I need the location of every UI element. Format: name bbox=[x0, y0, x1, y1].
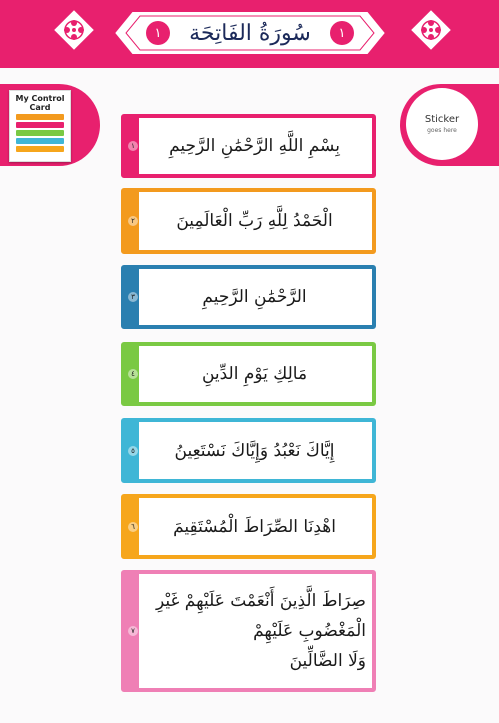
surah-number-left: ١ bbox=[146, 21, 170, 45]
verse-text: اهْدِنَا الصِّرَاطَ الْمُسْتَقِيمَ bbox=[173, 516, 336, 537]
sticker-title: Sticker bbox=[424, 114, 460, 125]
verse-text: إِيَّاكَ نَعْبُدُ وَإِيَّاكَ نَسْتَعِينُ bbox=[174, 440, 335, 461]
flower-ornament-icon bbox=[407, 6, 455, 54]
control-card-stripe bbox=[16, 138, 64, 144]
control-card-stripe bbox=[16, 114, 64, 120]
verse-text: مَالِكِ يَوْمِ الدِّينِ bbox=[201, 364, 308, 384]
verse-line: صِرَاطَ الَّذِينَ أَنْعَمْتَ عَلَيْهِمْ غَيْرِ bbox=[155, 591, 366, 611]
control-card-stripe bbox=[16, 130, 64, 136]
verse-text: بِسْمِ اللَّهِ الرَّحْمَٰنِ الرَّحِيمِ bbox=[169, 136, 340, 156]
verse-number: ٦ bbox=[128, 522, 138, 532]
control-card-title: My Control Card bbox=[15, 94, 65, 112]
verse-card bbox=[121, 265, 376, 329]
verse-card bbox=[121, 570, 376, 692]
verse-number: ٣ bbox=[128, 292, 138, 302]
surah-title: سُورَةُ الفَاتِحَة bbox=[189, 20, 311, 46]
flower-ornament-icon bbox=[50, 6, 98, 54]
verse-card bbox=[121, 418, 376, 483]
control-card-stripe bbox=[16, 122, 64, 128]
verse-number: ٤ bbox=[128, 369, 138, 379]
sticker-placeholder[interactable] bbox=[406, 88, 478, 160]
surah-number-right: ١ bbox=[330, 21, 354, 45]
verse-number: ٢ bbox=[128, 216, 138, 226]
control-card-stripe bbox=[16, 146, 64, 152]
verse-line: الْمَغْضُوبِ عَلَيْهِمْ bbox=[253, 621, 366, 641]
verse-card bbox=[121, 494, 376, 559]
verse-text: الْحَمْدُ لِلَّهِ رَبِّ الْعَالَمِينَ bbox=[176, 211, 333, 231]
control-card[interactable] bbox=[9, 90, 71, 162]
verse-line: وَلَا الضَّالِّينَ bbox=[289, 651, 366, 671]
verse-text: الرَّحْمَٰنِ الرَّحِيمِ bbox=[202, 287, 307, 307]
verse-number: ١ bbox=[128, 141, 138, 151]
verse-card bbox=[121, 114, 376, 178]
verse-card bbox=[121, 342, 376, 406]
surah-header bbox=[0, 0, 499, 68]
verse-number: ٧ bbox=[128, 626, 138, 636]
sticker-subtitle: goes here bbox=[427, 127, 457, 134]
verse-text bbox=[143, 574, 366, 688]
verse-card bbox=[121, 188, 376, 254]
verse-number: ٥ bbox=[128, 446, 138, 456]
